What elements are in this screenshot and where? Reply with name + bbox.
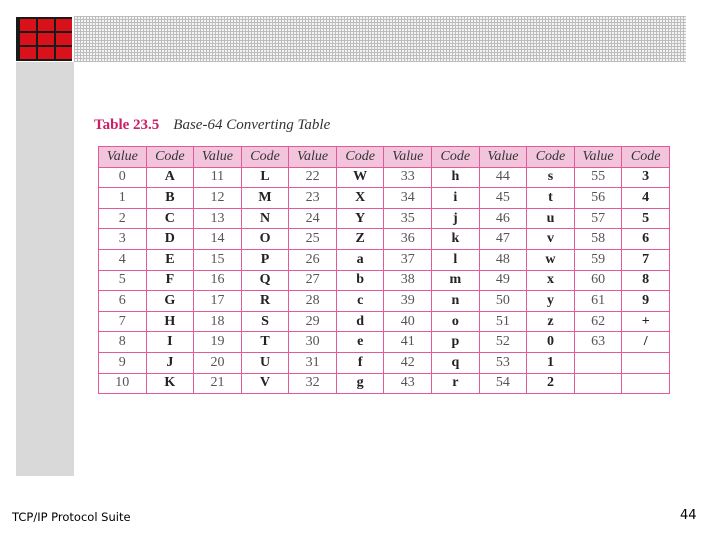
value-cell: 13 [194,208,242,229]
value-cell: 29 [289,311,337,332]
code-cell: Y [336,208,384,229]
value-cell: 36 [384,229,432,250]
code-cell: D [146,229,194,250]
value-cell: 1 [99,188,147,209]
code-cell: 8 [622,270,670,291]
code-cell: L [241,167,289,188]
code-cell: M [241,188,289,209]
value-cell: 45 [479,188,527,209]
code-cell: A [146,167,194,188]
code-cell: G [146,291,194,312]
value-cell: 59 [574,249,622,270]
table-row [99,167,670,188]
table-row [99,332,670,353]
table-row [99,249,670,270]
column-header: Code [432,147,480,168]
table-row [99,188,670,209]
value-cell: 61 [574,291,622,312]
code-cell: 0 [527,332,575,353]
code-cell: J [146,352,194,373]
value-cell: 22 [289,167,337,188]
code-cell: C [146,208,194,229]
column-header: Value [99,147,147,168]
value-cell: 11 [194,167,242,188]
column-header: Code [527,147,575,168]
value-cell: 35 [384,208,432,229]
column-header: Code [146,147,194,168]
code-cell: i [432,188,480,209]
value-cell: 24 [289,208,337,229]
code-cell: d [336,311,384,332]
page-number: 44 [680,508,697,523]
logo-grid-icon [16,17,72,61]
code-cell [622,373,670,394]
value-cell: 39 [384,291,432,312]
value-cell: 51 [479,311,527,332]
value-cell: 8 [99,332,147,353]
code-cell: k [432,229,480,250]
value-cell: 40 [384,311,432,332]
value-cell: 20 [194,352,242,373]
code-cell: W [336,167,384,188]
value-cell: 52 [479,332,527,353]
value-cell: 19 [194,332,242,353]
value-cell: 18 [194,311,242,332]
value-cell: 14 [194,229,242,250]
code-cell: q [432,352,480,373]
code-cell: 9 [622,291,670,312]
value-cell: 27 [289,270,337,291]
code-cell: p [432,332,480,353]
code-cell: r [432,373,480,394]
value-cell: 49 [479,270,527,291]
value-cell: 6 [99,291,147,312]
code-cell: e [336,332,384,353]
code-cell: O [241,229,289,250]
value-cell: 54 [479,373,527,394]
code-cell: y [527,291,575,312]
table-row [99,291,670,312]
code-cell: I [146,332,194,353]
code-cell [622,352,670,373]
table-row [99,311,670,332]
table-number: Table 23.5 [94,117,160,133]
code-cell: 5 [622,208,670,229]
value-cell: 23 [289,188,337,209]
code-cell: s [527,167,575,188]
code-cell: P [241,249,289,270]
code-cell: / [622,332,670,353]
code-cell: Q [241,270,289,291]
column-header: Value [574,147,622,168]
value-cell: 43 [384,373,432,394]
value-cell: 17 [194,291,242,312]
value-cell: 56 [574,188,622,209]
value-cell: 55 [574,167,622,188]
column-header: Code [336,147,384,168]
table-caption [94,117,330,134]
value-cell: 41 [384,332,432,353]
value-cell: 30 [289,332,337,353]
code-cell: S [241,311,289,332]
code-cell: 1 [527,352,575,373]
table-row [99,229,670,250]
value-cell: 28 [289,291,337,312]
value-cell: 7 [99,311,147,332]
column-header: Code [241,147,289,168]
value-cell: 53 [479,352,527,373]
value-cell [574,373,622,394]
value-cell: 37 [384,249,432,270]
value-cell: 48 [479,249,527,270]
code-cell: h [432,167,480,188]
code-cell: N [241,208,289,229]
footer-course-title: TCP/IP Protocol Suite [12,510,131,524]
column-header: Code [622,147,670,168]
code-cell: + [622,311,670,332]
column-header: Value [479,147,527,168]
code-cell: b [336,270,384,291]
code-cell: j [432,208,480,229]
value-cell: 33 [384,167,432,188]
left-sidebar-bar [16,62,74,476]
code-cell: K [146,373,194,394]
code-cell: u [527,208,575,229]
code-cell: v [527,229,575,250]
code-cell: T [241,332,289,353]
value-cell: 5 [99,270,147,291]
table-row [99,270,670,291]
value-cell: 9 [99,352,147,373]
value-cell: 44 [479,167,527,188]
value-cell: 32 [289,373,337,394]
value-cell: 26 [289,249,337,270]
value-cell: 3 [99,229,147,250]
value-cell: 25 [289,229,337,250]
code-cell: c [336,291,384,312]
code-cell: V [241,373,289,394]
code-cell: U [241,352,289,373]
code-cell: Z [336,229,384,250]
code-cell: 4 [622,188,670,209]
value-cell: 47 [479,229,527,250]
table-body [99,167,670,394]
value-cell: 16 [194,270,242,291]
value-cell: 31 [289,352,337,373]
code-cell: X [336,188,384,209]
table-row [99,373,670,394]
table-row [99,352,670,373]
value-cell: 0 [99,167,147,188]
table-row [99,208,670,229]
code-cell: a [336,249,384,270]
code-cell: w [527,249,575,270]
code-cell: H [146,311,194,332]
code-cell: F [146,270,194,291]
code-cell: n [432,291,480,312]
value-cell: 15 [194,249,242,270]
value-cell: 21 [194,373,242,394]
value-cell: 60 [574,270,622,291]
column-header: Value [194,147,242,168]
code-cell: f [336,352,384,373]
value-cell: 58 [574,229,622,250]
code-cell: R [241,291,289,312]
value-cell: 46 [479,208,527,229]
value-cell: 57 [574,208,622,229]
value-cell: 62 [574,311,622,332]
code-cell: 7 [622,249,670,270]
value-cell: 42 [384,352,432,373]
code-cell: l [432,249,480,270]
code-cell: t [527,188,575,209]
code-cell: x [527,270,575,291]
code-cell: o [432,311,480,332]
code-cell: E [146,249,194,270]
value-cell: 2 [99,208,147,229]
value-cell: 12 [194,188,242,209]
code-cell: 2 [527,373,575,394]
code-cell: g [336,373,384,394]
value-cell: 4 [99,249,147,270]
value-cell: 50 [479,291,527,312]
header-pattern-band [74,16,686,62]
value-cell: 63 [574,332,622,353]
value-cell: 34 [384,188,432,209]
column-header: Value [384,147,432,168]
value-cell: 10 [99,373,147,394]
code-cell: z [527,311,575,332]
table-title: Base-64 Converting Table [173,117,331,133]
base64-table [98,146,670,394]
value-cell: 38 [384,270,432,291]
column-header: Value [289,147,337,168]
code-cell: m [432,270,480,291]
table-header-row [99,147,670,168]
code-cell: 6 [622,229,670,250]
code-cell: B [146,188,194,209]
value-cell [574,352,622,373]
code-cell: 3 [622,167,670,188]
